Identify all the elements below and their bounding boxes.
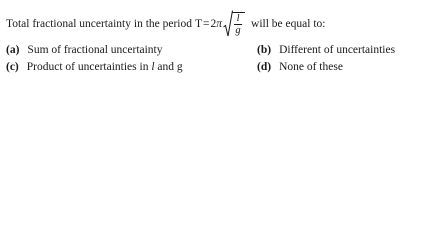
option-d-text: None of these bbox=[279, 61, 343, 73]
question-text: Total fractional uncertainty in the period bbox=[6, 18, 192, 30]
option-b-text: Different of uncertainties bbox=[279, 44, 396, 56]
option-a-key: (a) bbox=[6, 44, 20, 56]
fraction-numerator: l bbox=[236, 12, 240, 24]
period-formula bbox=[211, 10, 246, 38]
option-c-var-g: g bbox=[176, 61, 183, 73]
period-symbol: T bbox=[195, 18, 203, 30]
option-d-key: (d) bbox=[257, 61, 272, 73]
option-c-text: Product of uncertainties in bbox=[26, 61, 149, 73]
equals-sign: = bbox=[203, 18, 210, 30]
option-b-key: (b) bbox=[257, 44, 272, 56]
option-c-var-l: l bbox=[151, 61, 155, 73]
option-c[interactable] bbox=[6, 61, 183, 74]
option-a[interactable] bbox=[6, 44, 163, 57]
formula-coefficient: 2 bbox=[210, 18, 217, 30]
fraction-denominator: g bbox=[235, 24, 241, 36]
question-stem bbox=[6, 8, 325, 40]
question-card bbox=[0, 0, 440, 82]
question-ending: will be equal to: bbox=[251, 18, 326, 30]
option-b[interactable] bbox=[257, 44, 395, 57]
pi-symbol: π bbox=[216, 18, 223, 30]
option-a-text: Sum of fractional uncertainty bbox=[27, 44, 163, 56]
option-c-and: and bbox=[157, 61, 175, 73]
option-c-key: (c) bbox=[6, 61, 19, 73]
radicand-fraction bbox=[232, 12, 245, 36]
option-d[interactable] bbox=[257, 61, 343, 74]
square-root bbox=[223, 10, 245, 38]
